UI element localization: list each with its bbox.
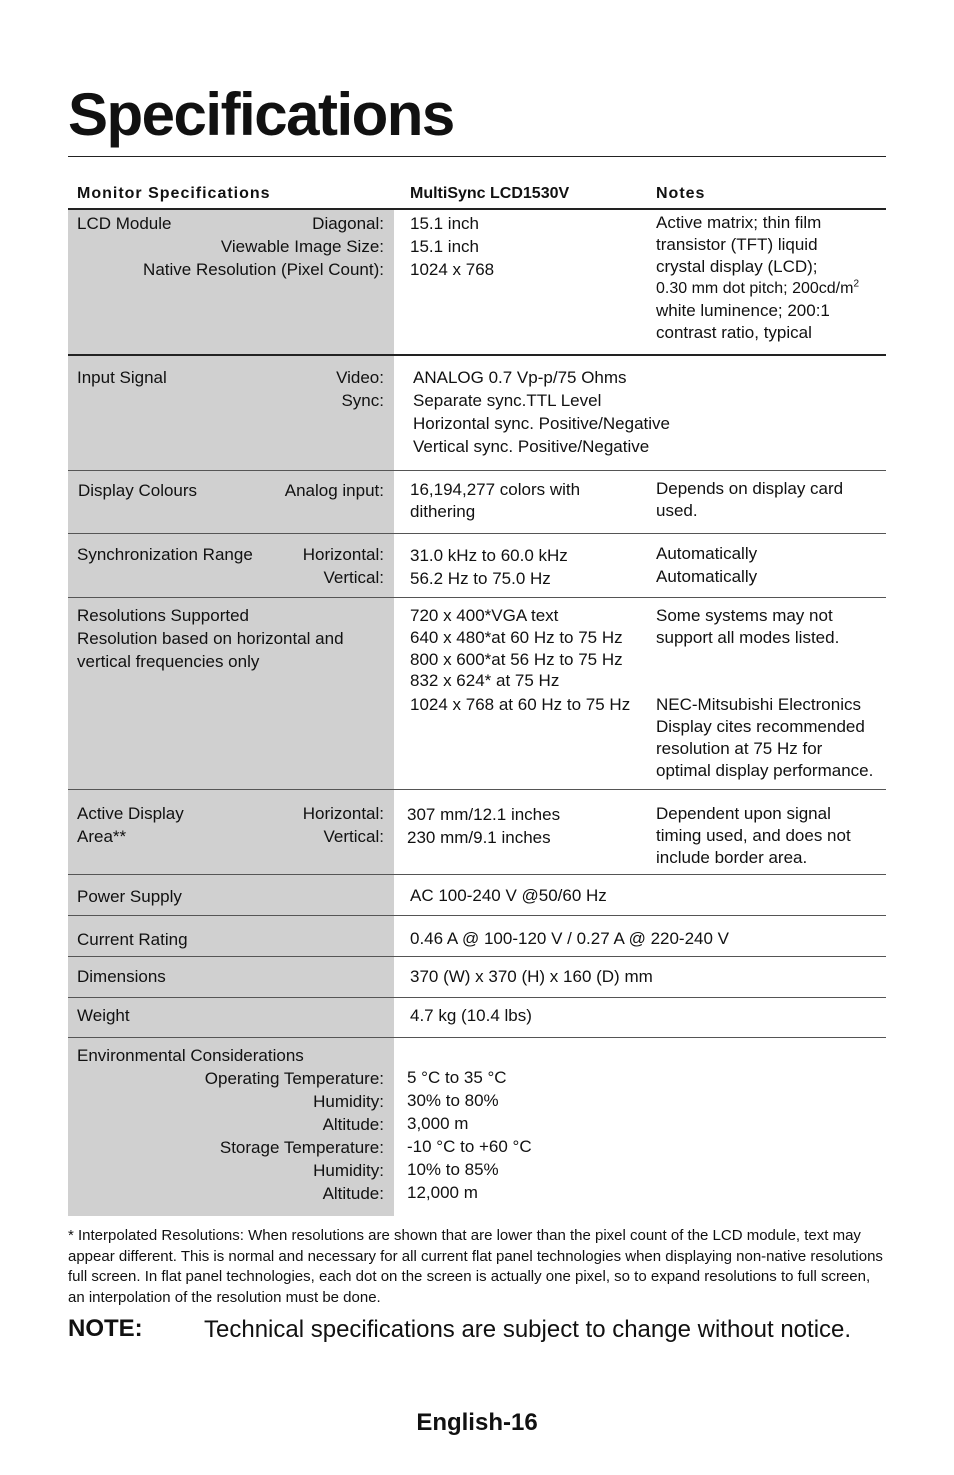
footnote: * Interpolated Resolutions: When resolutions are shown that are lower than the pixel count of the LCD module, text may appear different. This is normal and necessary for all current flat panel technologies when displaying non-native resolutions full screen. In flat panel technologies, each dot on the screen is actually one pixel, so to expand resolutions to full screen, an interpolation of the resolution must be done. — [68, 1227, 883, 1306]
note: crystal display (LCD); — [656, 257, 818, 276]
value: 31.0 kHz to 60.0 kHz — [410, 546, 568, 565]
value: 832 x 624* at 75 Hz — [410, 671, 560, 690]
value: 800 x 600*at 56 Hz to 75 Hz — [410, 650, 623, 669]
sublabel: Native Resolution (Pixel Count): — [143, 260, 384, 279]
value: 370 (W) x 370 (H) x 160 (D) mm — [410, 967, 653, 986]
value: 56.2 Hz to 75.0 Hz — [410, 569, 551, 588]
row-label: Dimensions — [77, 967, 166, 986]
value: 30% to 80% — [407, 1091, 499, 1110]
row-active-display-area — [68, 790, 886, 875]
row-current-rating — [68, 916, 886, 957]
row-label: Display Colours — [78, 481, 198, 500]
row-label: Resolution based on horizontal and — [77, 629, 344, 648]
row-label: Current Rating — [77, 930, 188, 949]
value: 12,000 m — [407, 1183, 478, 1202]
header-model: MultiSync LCD1530V — [410, 185, 570, 202]
note: Dependent upon signal — [656, 804, 831, 823]
row-label: Active Display — [77, 804, 184, 823]
value: Separate sync.TTL Level — [413, 391, 602, 410]
sublabel: Altitude: — [322, 1115, 384, 1134]
value: 640 x 480*at 60 Hz to 75 Hz — [410, 628, 623, 647]
row-weight — [68, 998, 886, 1038]
value: Vertical sync. Positive/Negative — [413, 437, 650, 456]
row-display-colours — [68, 471, 886, 534]
value: AC 100-240 V @50/60 Hz — [410, 886, 607, 905]
row-label: Area** — [77, 827, 127, 846]
note: include border area. — [656, 848, 808, 867]
sublabel: Video: — [336, 368, 384, 387]
row-resolutions-supported — [68, 598, 886, 790]
note: Display cites recommended — [656, 717, 865, 736]
value: 1024 x 768 — [410, 260, 495, 279]
sublabel: Humidity: — [313, 1161, 384, 1180]
value: 15.1 inch — [410, 214, 479, 233]
value: 5 °C to 35 °C — [407, 1068, 507, 1087]
value: 16,194,277 colors with — [410, 480, 581, 499]
row-environmental-considerations — [68, 1038, 886, 1216]
row-dimensions — [68, 957, 886, 998]
value: 15.1 inch — [410, 237, 479, 256]
row-label: LCD Module — [77, 214, 172, 233]
header-monitor-specifications: Monitor Specifications — [77, 185, 271, 202]
header-notes: Notes — [656, 185, 706, 202]
sublabel: Operating Temperature: — [204, 1069, 384, 1088]
note: timing used, and does not — [656, 826, 851, 845]
row-lcd-module — [68, 210, 886, 356]
value: 230 mm/9.1 inches — [407, 828, 551, 847]
note — [656, 278, 859, 300]
row-label: Power Supply — [77, 887, 182, 906]
note: used. — [656, 501, 698, 520]
sublabel: Humidity: — [313, 1092, 384, 1111]
page-number: English-16 — [416, 1409, 538, 1436]
page-title: Specifications — [68, 81, 454, 148]
note: support all modes listed. — [656, 628, 840, 647]
note-text: Technical specifications are subject to change without notice. — [204, 1316, 852, 1343]
note-label: NOTE: — [68, 1315, 143, 1342]
sublabel: Diagonal: — [312, 214, 384, 233]
note: resolution at 75 Hz for — [656, 739, 823, 758]
sublabel: Viewable Image Size: — [220, 237, 384, 256]
note-text: 0.30 mm dot pitch; 200cd/m — [656, 280, 854, 297]
row-label: Weight — [77, 1006, 130, 1025]
value: 3,000 m — [407, 1114, 469, 1133]
sublabel: Vertical: — [323, 827, 384, 846]
specifications-table — [68, 210, 886, 1216]
value: -10 °C to +60 °C — [407, 1137, 532, 1156]
note: optimal display performance. — [656, 761, 874, 780]
note: Some systems may not — [656, 606, 833, 625]
sublabel: Storage Temperature: — [219, 1138, 384, 1157]
note: Active matrix; thin film — [656, 213, 822, 232]
row-label: vertical frequencies only — [77, 652, 260, 671]
sublabel: Altitude: — [322, 1184, 384, 1203]
row-label: Environmental Considerations — [77, 1046, 304, 1065]
note: Depends on display card — [656, 479, 844, 498]
value: 307 mm/12.1 inches — [407, 805, 561, 824]
note: white luminence; 200:1 — [656, 301, 830, 320]
value: 0.46 A @ 100-120 V / 0.27 A @ 220-240 V — [410, 929, 730, 948]
sublabel: Analog input: — [284, 481, 384, 500]
value: 4.7 kg (10.4 lbs) — [410, 1006, 532, 1025]
row-input-signal — [68, 356, 886, 471]
row-label: Resolutions Supported — [77, 606, 250, 625]
note: NEC-Mitsubishi Electronics — [656, 695, 861, 714]
superscript: 2 — [853, 278, 859, 290]
row-label: Synchronization Range — [77, 545, 253, 564]
value: 720 x 400*VGA text — [410, 606, 559, 625]
value: dithering — [410, 502, 476, 521]
row-label: Input Signal — [77, 368, 167, 387]
sublabel: Horizontal: — [302, 804, 384, 823]
sublabel: Vertical: — [323, 568, 384, 587]
note: Automatically — [656, 544, 758, 563]
title-divider — [68, 156, 886, 157]
sublabel: Sync: — [341, 391, 384, 410]
note: Automatically — [656, 567, 758, 586]
row-power-supply — [68, 875, 886, 916]
row-synchronization-range — [68, 534, 886, 598]
note: contrast ratio, typical — [656, 323, 812, 342]
value: ANALOG 0.7 Vp-p/75 Ohms — [413, 368, 627, 387]
value: 1024 x 768 at 60 Hz to 75 Hz — [410, 695, 631, 714]
note: transistor (TFT) liquid — [656, 235, 818, 254]
sublabel: Horizontal: — [302, 545, 384, 564]
value: Horizontal sync. Positive/Negative — [413, 414, 671, 433]
value: 10% to 85% — [407, 1160, 499, 1179]
